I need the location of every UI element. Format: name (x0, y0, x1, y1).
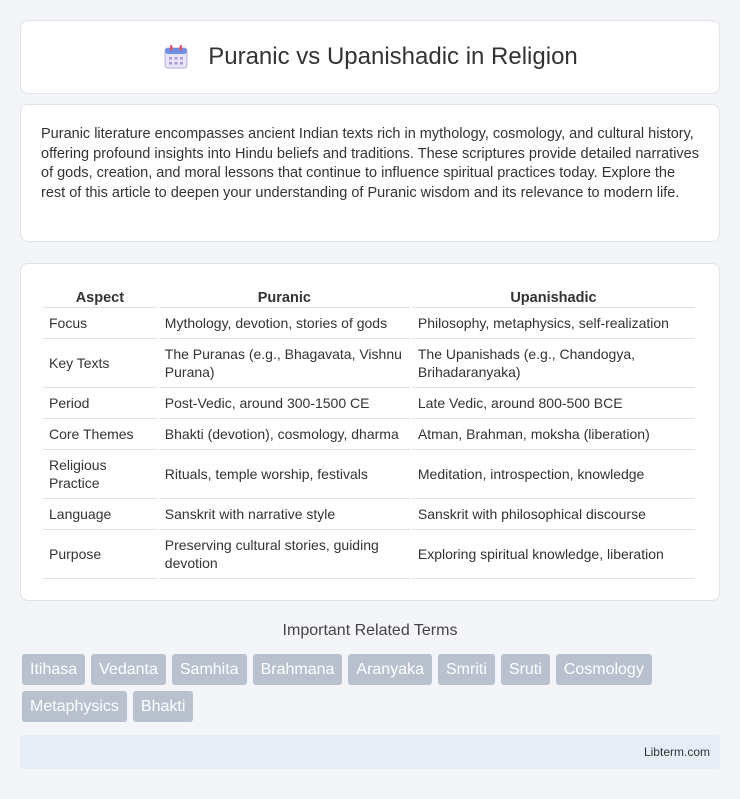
cell-puranic: Rituals, temple worship, festivals (159, 450, 410, 499)
title-card (20, 20, 720, 94)
tag-cosmology[interactable]: Cosmology (556, 654, 652, 685)
calendar-icon (162, 43, 190, 71)
table-header-row (43, 284, 695, 308)
cell-puranic: Bhakti (devotion), cosmology, dharma (159, 419, 410, 450)
cell-puranic: Sanskrit with narrative style (159, 499, 410, 530)
cell-upanishadic: Sanskrit with philosophical discourse (412, 499, 695, 530)
table-row (43, 308, 695, 339)
header-puranic: Puranic (159, 284, 410, 308)
cell-aspect: Key Texts (43, 339, 157, 388)
intro-card (20, 104, 720, 242)
table-row (43, 530, 695, 579)
cell-aspect: Core Themes (43, 419, 157, 450)
table-row (43, 388, 695, 419)
related-terms-title: Important Related Terms (282, 622, 458, 639)
cell-aspect: Period (43, 388, 157, 419)
cell-upanishadic: The Upanishads (e.g., Chandogya, Brihadaranyaka) (412, 339, 695, 388)
cell-upanishadic: Meditation, introspection, knowledge (412, 450, 695, 499)
tag-smriti[interactable]: Smriti (438, 654, 495, 685)
footer-link[interactable]: Libterm.com (643, 745, 710, 759)
cell-puranic: Preserving cultural stories, guiding devotion (159, 530, 410, 579)
tag-samhita[interactable]: Samhita (172, 654, 247, 685)
comparison-card (20, 263, 720, 601)
related-terms-list (22, 654, 722, 722)
table-row (43, 450, 695, 499)
page-title: Puranic vs Upanishadic in Religion (208, 43, 578, 70)
table-row (43, 499, 695, 530)
comparison-table (41, 284, 697, 579)
tag-metaphysics[interactable]: Metaphysics (22, 691, 127, 722)
header-upanishadic: Upanishadic (412, 284, 695, 308)
header-aspect: Aspect (43, 284, 157, 308)
tag-itihasa[interactable]: Itihasa (22, 654, 85, 685)
cell-upanishadic: Exploring spiritual knowledge, liberation (412, 530, 695, 579)
cell-upanishadic: Atman, Brahman, moksha (liberation) (412, 419, 695, 450)
tag-brahmana[interactable]: Brahmana (253, 654, 343, 685)
intro-text: Puranic literature encompasses ancient Indian texts rich in mythology, cosmology, and cultural history, offering profound insights into Hindu beliefs and traditions. These scriptures provide detailed narratives of gods, creation, and moral lessons that continue to influence spiritual practices today. Explore the rest of this article to deepen your understanding of Puranic wisdom and its relevance to modern life. (41, 126, 699, 201)
cell-puranic: Mythology, devotion, stories of gods (159, 308, 410, 339)
tag-aranyaka[interactable]: Aranyaka (348, 654, 432, 685)
cell-aspect: Language (43, 499, 157, 530)
cell-aspect: Focus (43, 308, 157, 339)
cell-aspect: Religious Practice (43, 450, 157, 499)
cell-puranic: Post-Vedic, around 300-1500 CE (159, 388, 410, 419)
table-row (43, 339, 695, 388)
cell-upanishadic: Late Vedic, around 800-500 BCE (412, 388, 695, 419)
cell-upanishadic: Philosophy, metaphysics, self-realization (412, 308, 695, 339)
tag-vedanta[interactable]: Vedanta (91, 654, 166, 685)
table-row (43, 419, 695, 450)
tag-sruti[interactable]: Sruti (501, 654, 550, 685)
cell-aspect: Purpose (43, 530, 157, 579)
footer (20, 735, 720, 769)
tag-bhakti[interactable]: Bhakti (133, 691, 193, 722)
cell-puranic: The Puranas (e.g., Bhagavata, Vishnu Purana) (159, 339, 410, 388)
